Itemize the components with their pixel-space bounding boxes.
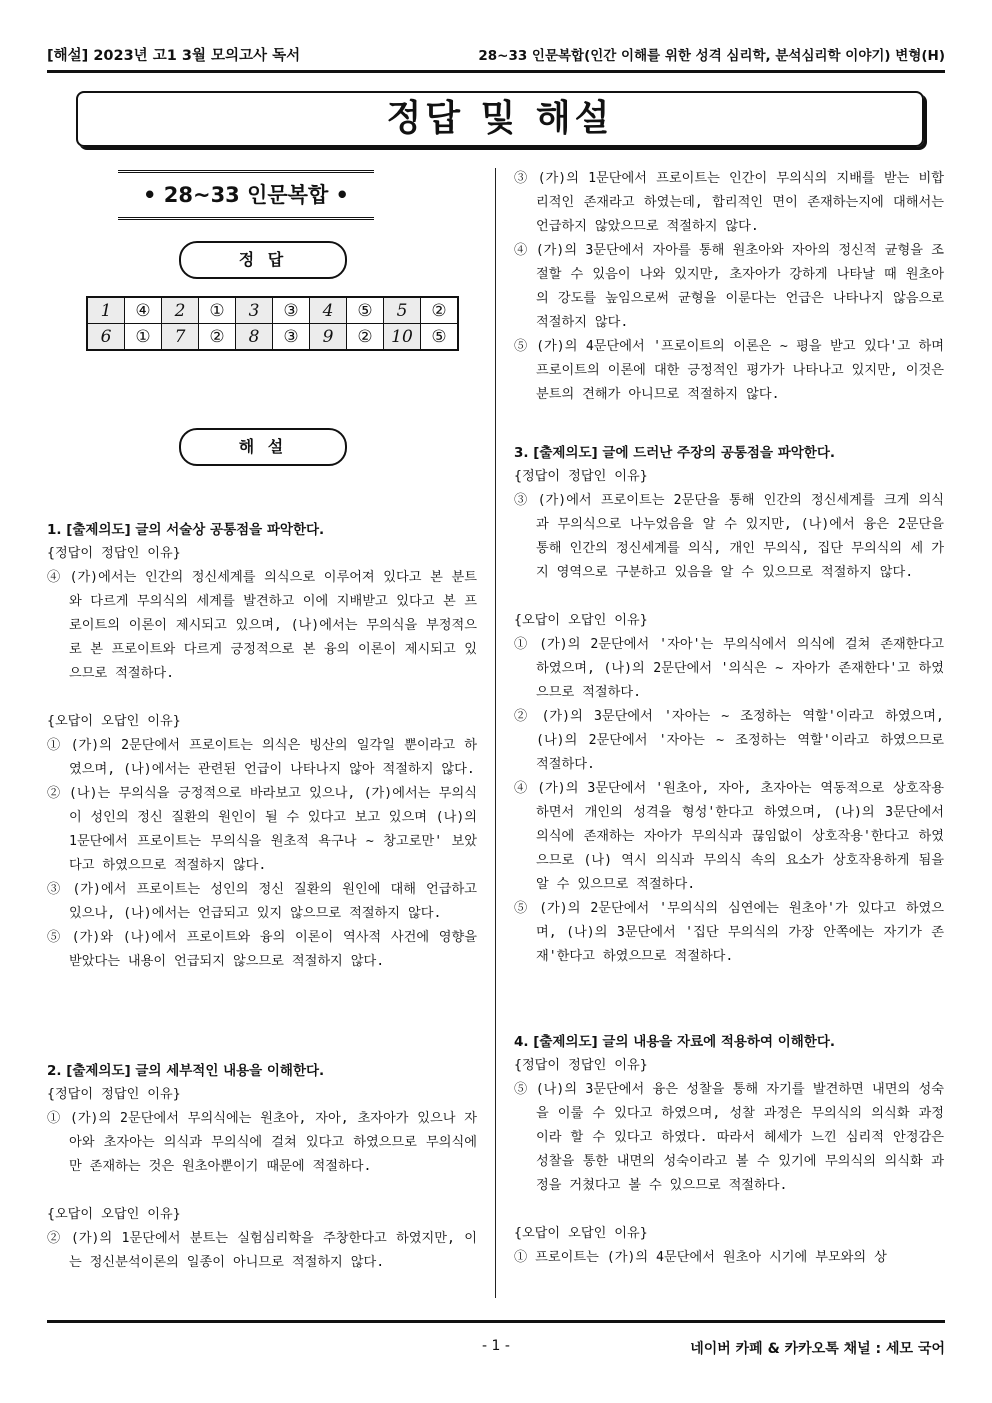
footer-channel: 네이버 카페 & 카카오톡 채널 : 세모 국어: [690, 1341, 945, 1357]
correct-reason: ① (가)의 2문단에서 무의식에는 원초아, 자아, 초자아가 있으나 자아와 초자아는 의식과 무의식에 걸쳐 있다고 하였으므로 무의식에만 존재하는 것은 원초아뿐이기 때문에 적절하다.: [47, 1111, 477, 1174]
wrong-reason: ② (나)는 무의식을 긍정적으로 바라보고 있으나, (가)에서는 무의식이 성인의 정신 질환의 원인이 될 수 있다고 보고 있으며 (나)의 1문단에서 프로이트는 무의식을 원초적 욕구나 ~ 창고로만' 보았다고 하였으므로 적절하지 않다.: [47, 786, 477, 873]
wrong-reason: ⑤ (가)와 (나)에서 프로이트와 융의 이론이 역사적 사건에 영향을 받았다는 내용이 언급되지 않으므로 적절하지 않다.: [47, 930, 477, 969]
wrong-reason-label: {오답이 오답인 이유}: [514, 1226, 648, 1241]
question-number: 9: [310, 324, 347, 351]
answer-choice: ②: [421, 297, 459, 324]
wrong-reason-label: {오답이 오답인 이유}: [47, 714, 181, 729]
question-heading: 2. [출제의도] 글의 세부적인 내용을 이해한다.: [47, 1063, 325, 1079]
header-right: 28~33 인문복합(인간 이해를 위한 성격 심리학, 분석심리학 이야기) 변형(H): [478, 48, 945, 64]
wrong-reason: ③ (가)에서 프로이트는 성인의 정신 질환의 원인에 대해 언급하고 있으나, (나)에서는 언급되고 있지 않으므로 적절하지 않다.: [47, 882, 477, 921]
wrong-reason: ① 프로이트는 (가)의 4문단에서 원초아 시기에 부모와의 상: [514, 1250, 887, 1265]
page-number: - 1 -: [482, 1338, 510, 1354]
question-number: 7: [162, 324, 199, 351]
page-title: 정답 및 해설: [386, 98, 614, 139]
answer-choice: ②: [199, 324, 236, 351]
answer-choice: ①: [125, 324, 162, 351]
question-number: 2: [162, 297, 199, 324]
explanation-label: 해 설: [179, 428, 347, 466]
answer-label: 정 답: [179, 241, 347, 279]
page-header: [47, 44, 945, 66]
question-heading: 4. [출제의도] 글의 내용을 자료에 적용하여 이해한다.: [514, 1034, 836, 1050]
wrong-reason: ④ (가)의 3문단에서 '원초아, 자아, 초자아는 역동적으로 상호작용하면서 개인의 성격을 형성'한다고 하였으며, (나)의 3문단에서 의식에 존재하는 자아가 무의식과 끊임없이 상호작용'한다고 하였으므로 (나) 역시 의식과 무의식 속의 요소가 상호작용하게 됨을 알 수 있으므로 적절하다.: [514, 781, 944, 892]
correct-reason-label: {정답이 정답인 이유}: [514, 469, 648, 484]
question-number: 6: [87, 324, 125, 351]
question-3-explanation: [514, 441, 944, 969]
header-rule: [47, 70, 945, 73]
wrong-reason: ⑤ (가)의 2문단에서 '무의식의 심연에는 원초아'가 있다고 하였으며, (나)의 3문단에서 '집단 무의식의 가장 안쪽에는 자기가 존재'한다고 하였으므로 적절하다.: [514, 901, 944, 964]
correct-reason-label: {정답이 정답인 이유}: [47, 546, 181, 561]
question-1-explanation: [47, 518, 477, 974]
section-title: • 28~33 인문복합 •: [118, 170, 374, 220]
answer-choice: ①: [199, 297, 236, 324]
question-number: 10: [384, 324, 421, 351]
answer-choice: ③: [273, 297, 310, 324]
wrong-reason-label: {오답이 오답인 이유}: [47, 1207, 181, 1222]
header-left: [해설] 2023년 고1 3월 모의고사 독서: [47, 48, 301, 64]
correct-reason-label: {정답이 정답인 이유}: [47, 1087, 181, 1102]
question-2-explanation: [47, 1059, 477, 1275]
wrong-reason: ④ (가)의 3문단에서 자아를 통해 원초아와 자아의 정신적 균형을 조절할 수 있음이 나와 있지만, 초자아가 강하게 나타날 때 원초아의 강도를 높임으로써 균형을 이룬다는 언급은 나타나지 않음으로 적절하지 않다.: [514, 243, 944, 330]
answer-row: [87, 297, 458, 324]
correct-reason: ④ (가)에서는 인간의 정신세계를 의식으로 이루어져 있다고 본 분트와 다르게 무의식의 세계를 발견하고 이에 지배받고 있다고 본 프로이트의 이론이 제시되고 있으며, (나)에서는 무의식을 부정적으로 본 프로이트와 다르게 긍정적으로 본 융의 이론이 제시되고 있으므로 적절하다.: [47, 570, 477, 681]
question-number: 4: [310, 297, 347, 324]
wrong-reason-label: {오답이 오답인 이유}: [514, 613, 648, 628]
wrong-reason: ⑤ (가)의 4문단에서 '프로이트의 이론은 ~ 평을 받고 있다'고 하며 프로이트의 이론에 대한 긍정적인 평가가 나타나고 있지만, 이것은 분트의 견해가 아니므로 적절하지 않다.: [514, 339, 944, 402]
wrong-reason: ② (가)의 1문단에서 분트는 실험심리학을 주창한다고 하였지만, 이는 정신분석이론의 일종이 아니므로 적절하지 않다.: [47, 1231, 477, 1270]
question-2-explanation-continued: [514, 167, 944, 407]
answer-choice: ⑤: [347, 297, 384, 324]
answer-choice: ⑤: [421, 324, 459, 351]
wrong-reason: ① (가)의 2문단에서 프로이트는 의식은 빙산의 일각일 뿐이라고 하였으며, (나)에서는 관련된 언급이 나타나지 않아 적절하지 않다.: [47, 738, 477, 777]
question-number: 8: [236, 324, 273, 351]
correct-reason: ⑤ (나)의 3문단에서 융은 성찰을 통해 자기를 발견하면 내면의 성숙을 이룰 수 있다고 하였으며, 성찰 과정은 무의식의 의식화 과정이라 할 수 있다고 하였다. 따라서 헤세가 느낀 심리적 안정감은 성찰을 통한 내면의 성숙이라고 볼 수 있기에 무의식의 의식화 과정을 거쳤다고 볼 수 있으므로 적절하다.: [514, 1082, 944, 1193]
correct-reason: ③ (가)에서 프로이트는 2문단을 통해 인간의 정신세계를 크게 의식과 무의식으로 나누었음을 알 수 있지만, (나)에서 융은 2문단을 통해 인간의 정신세계를 의식, 개인 무의식, 집단 무의식의 세 가지 영역으로 구분하고 있음을 알 수 있으므로 적절하지 않다.: [514, 493, 944, 580]
question-heading: 1. [출제의도] 글의 서술상 공통점을 파악한다.: [47, 522, 325, 538]
answer-choice: ③: [273, 324, 310, 351]
answer-choice: ②: [347, 324, 384, 351]
question-number: 5: [384, 297, 421, 324]
question-heading: 3. [출제의도] 글에 드러난 주장의 공통점을 파악한다.: [514, 445, 836, 461]
question-number: 3: [236, 297, 273, 324]
correct-reason-label: {정답이 정답인 이유}: [514, 1058, 648, 1073]
question-4-explanation: [514, 1030, 944, 1270]
wrong-reason: ① (가)의 2문단에서 '자아'는 무의식에서 의식에 걸쳐 존재한다고 하였으며, (나)의 2문단에서 '의식은 ~ 자아가 존재한다'고 하였으므로 적절하다.: [514, 637, 944, 700]
footer-rule: [47, 1320, 945, 1323]
answer-table: [86, 296, 459, 351]
wrong-reason: ③ (가)의 1문단에서 프로이트는 인간이 무의식의 지배를 받는 비합리적인 존재라고 하였는데, 합리적인 면이 존재하는지에 대해서는 언급하지 않았으므로 적절하지 않다.: [514, 171, 944, 234]
answer-choice: ④: [125, 297, 162, 324]
answer-row: [87, 324, 458, 351]
column-divider: [495, 168, 496, 1298]
question-number: 1: [87, 297, 125, 324]
title-box: [76, 91, 924, 147]
wrong-reason: ② (가)의 3문단에서 '자아는 ~ 조정하는 역할'이라고 하였으며, (나)의 2문단에서 '자아는 ~ 조정하는 역할'이라고 하였으므로 적절하다.: [514, 709, 944, 772]
